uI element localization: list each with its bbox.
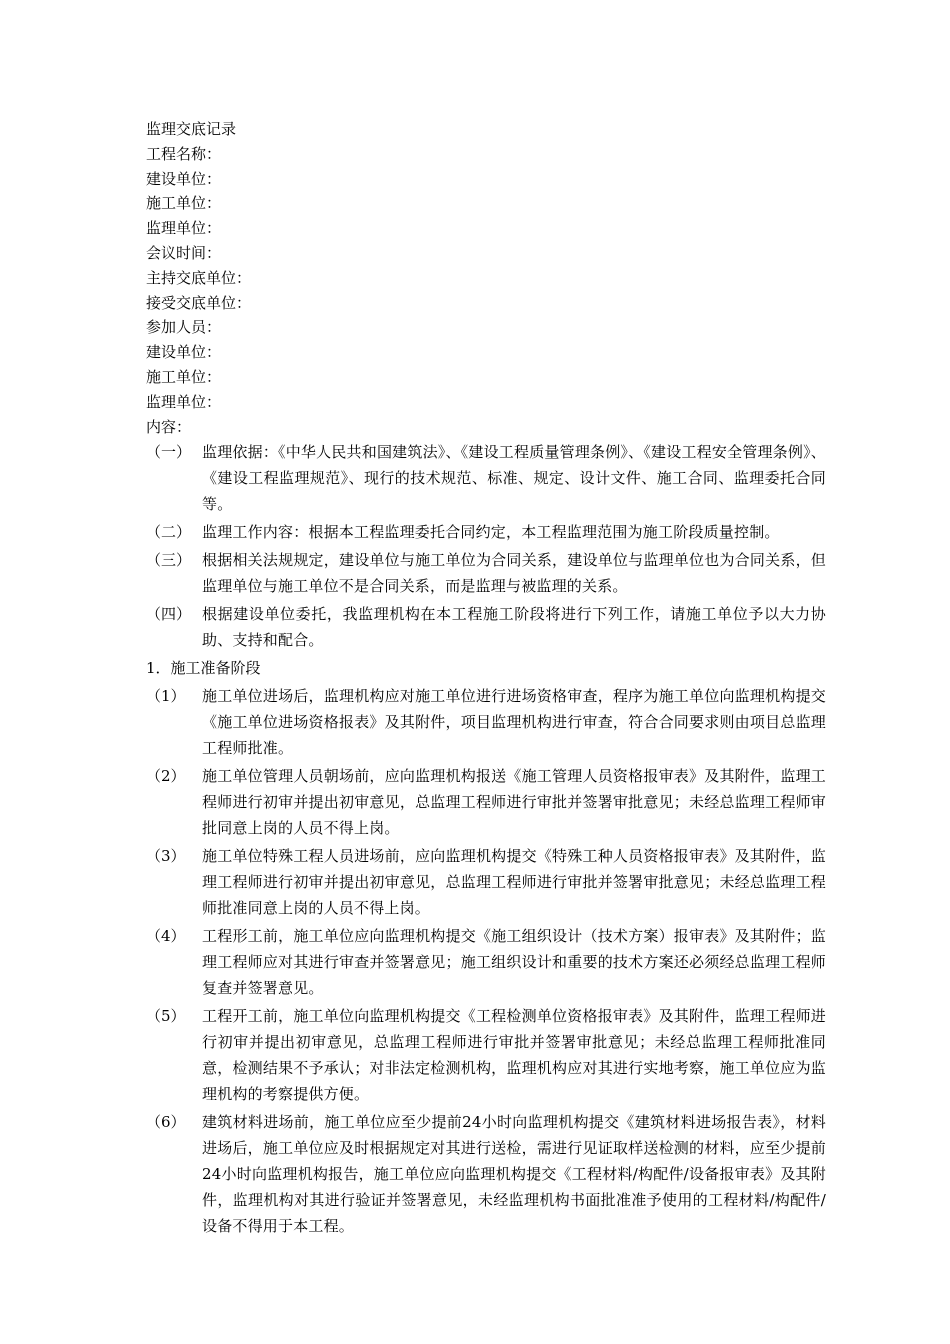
field-participants: 参加人员： bbox=[146, 318, 222, 337]
item-number: （2） bbox=[146, 767, 186, 785]
section-heading: 1．施工准备阶段 bbox=[146, 659, 261, 677]
content-body bbox=[146, 439, 826, 1241]
item-text: 施工单位管理人员朝场前，应向监理机构报送《施工管理人员资格报审表》及其附件，监理工程师进行初审并提出初审意见，总监理工程师进行审批并签署审批意见；未经总监理工程师审批同意上岗的人员不得上岗。 bbox=[202, 767, 826, 837]
field-host-unit: 主持交底单位： bbox=[146, 268, 252, 287]
item-number: （5） bbox=[146, 1007, 186, 1025]
list-item bbox=[146, 519, 826, 545]
item-text: 根据建设单位委托，我监理机构在本工程施工阶段将进行下列工作，请施工单位予以大力协助、支持和配合。 bbox=[202, 605, 826, 649]
list-item bbox=[146, 923, 826, 1001]
item-number: （6） bbox=[146, 1113, 186, 1131]
item-text: 工程形工前，施工单位应向监理机构提交《施工组织设计（技术方案）报审表》及其附件；监理工程师应对其进行审查并签署意见；施工组织设计和重要的技术方案还必须经总监理工程师复查并签署意见。 bbox=[202, 927, 826, 997]
item-text: 根据相关法规规定，建设单位与施工单位为合同关系，建设单位与监理单位也为合同关系，但监理单位与施工单位不是合同关系，而是监理与被监理的关系。 bbox=[202, 551, 826, 595]
item-number: （三） bbox=[146, 551, 192, 569]
item-number: （3） bbox=[146, 847, 186, 865]
field-participant-contractor: 施工单位： bbox=[146, 367, 222, 386]
field-receiving-unit: 接受交底单位： bbox=[146, 293, 252, 312]
list-item bbox=[146, 763, 826, 841]
item-number: （1） bbox=[146, 687, 186, 705]
item-number: （四） bbox=[146, 605, 192, 623]
header-block bbox=[146, 117, 826, 439]
document-title: 监理交底记录 bbox=[146, 120, 237, 138]
item-text: 工程开工前，施工单位向监理机构提交《工程检测单位资格报审表》及其附件，监理工程师进行初审并提出初审意见，总监理工程师进行审批并签署审批意见；未经总监理工程师批准同意，检测结果不予承认；对非法定检测机构，监理机构应对其进行实地考察，施工单位应为监理机构的考察提供方便。 bbox=[202, 1007, 826, 1103]
field-meeting-time: 会议时间： bbox=[146, 243, 222, 262]
item-number: （一） bbox=[146, 443, 192, 461]
list-item bbox=[146, 547, 826, 599]
list-item bbox=[146, 843, 826, 921]
field-participant-owner: 建设单位： bbox=[146, 343, 222, 362]
list-item bbox=[146, 683, 826, 761]
list-item bbox=[146, 439, 826, 517]
field-content: 内容： bbox=[146, 417, 192, 436]
item-text: 施工单位特殊工程人员进场前，应向监理机构提交《特殊工种人员资格报审表》及其附件，监理工程师进行初审并提出初审意见，总监理工程师进行审批并签署审批意见；未经总监理工程师批准同意上岗的人员不得上岗。 bbox=[202, 847, 826, 917]
list-item bbox=[146, 1109, 826, 1239]
field-participant-supervisor: 监理单位： bbox=[146, 392, 222, 411]
list-item bbox=[146, 1003, 826, 1107]
item-number: （4） bbox=[146, 927, 186, 945]
list-item bbox=[146, 601, 826, 653]
item-text: 施工单位进场后，监理机构应对施工单位进行进场资格审查，程序为施工单位向监理机构提交《施工单位进场资格报表》及其附件，项目监理机构进行审查，符合合同要求则由项目总监理工程师批准。 bbox=[202, 687, 826, 757]
item-text: 建筑材料进场前，施工单位应至少提前24小时向监理机构提交《建筑材料进场报告表》，材料进场后，施工单位应及时根据规定对其进行送检，需进行见证取样送检测的材料，应至少提前24小时向监理机构报告，施工单位应向监理机构提交《工程材料/构配件/设备报审表》及其附件，监理机构对其进行验证并签署意见，未经监理机构书面批准准予使用的工程材料/构配件/设备不得用于本工程。 bbox=[202, 1113, 826, 1235]
item-number: （二） bbox=[146, 523, 192, 541]
item-text: 监理依据：《中华人民共和国建筑法》、《建设工程质量管理条例》、《建设工程安全管理条例》、《建设工程监理规范》、现行的技术规范、标准、规定、设计文件、施工合同、监理委托合同等。 bbox=[202, 443, 826, 513]
field-construction-owner: 建设单位： bbox=[146, 169, 222, 188]
field-supervisor: 监理单位： bbox=[146, 219, 222, 238]
field-contractor: 施工单位： bbox=[146, 194, 222, 213]
item-text: 监理工作内容：根据本工程监理委托合同约定，本工程监理范围为施工阶段质量控制。 bbox=[202, 523, 780, 541]
field-project-name: 工程名称： bbox=[146, 144, 222, 163]
